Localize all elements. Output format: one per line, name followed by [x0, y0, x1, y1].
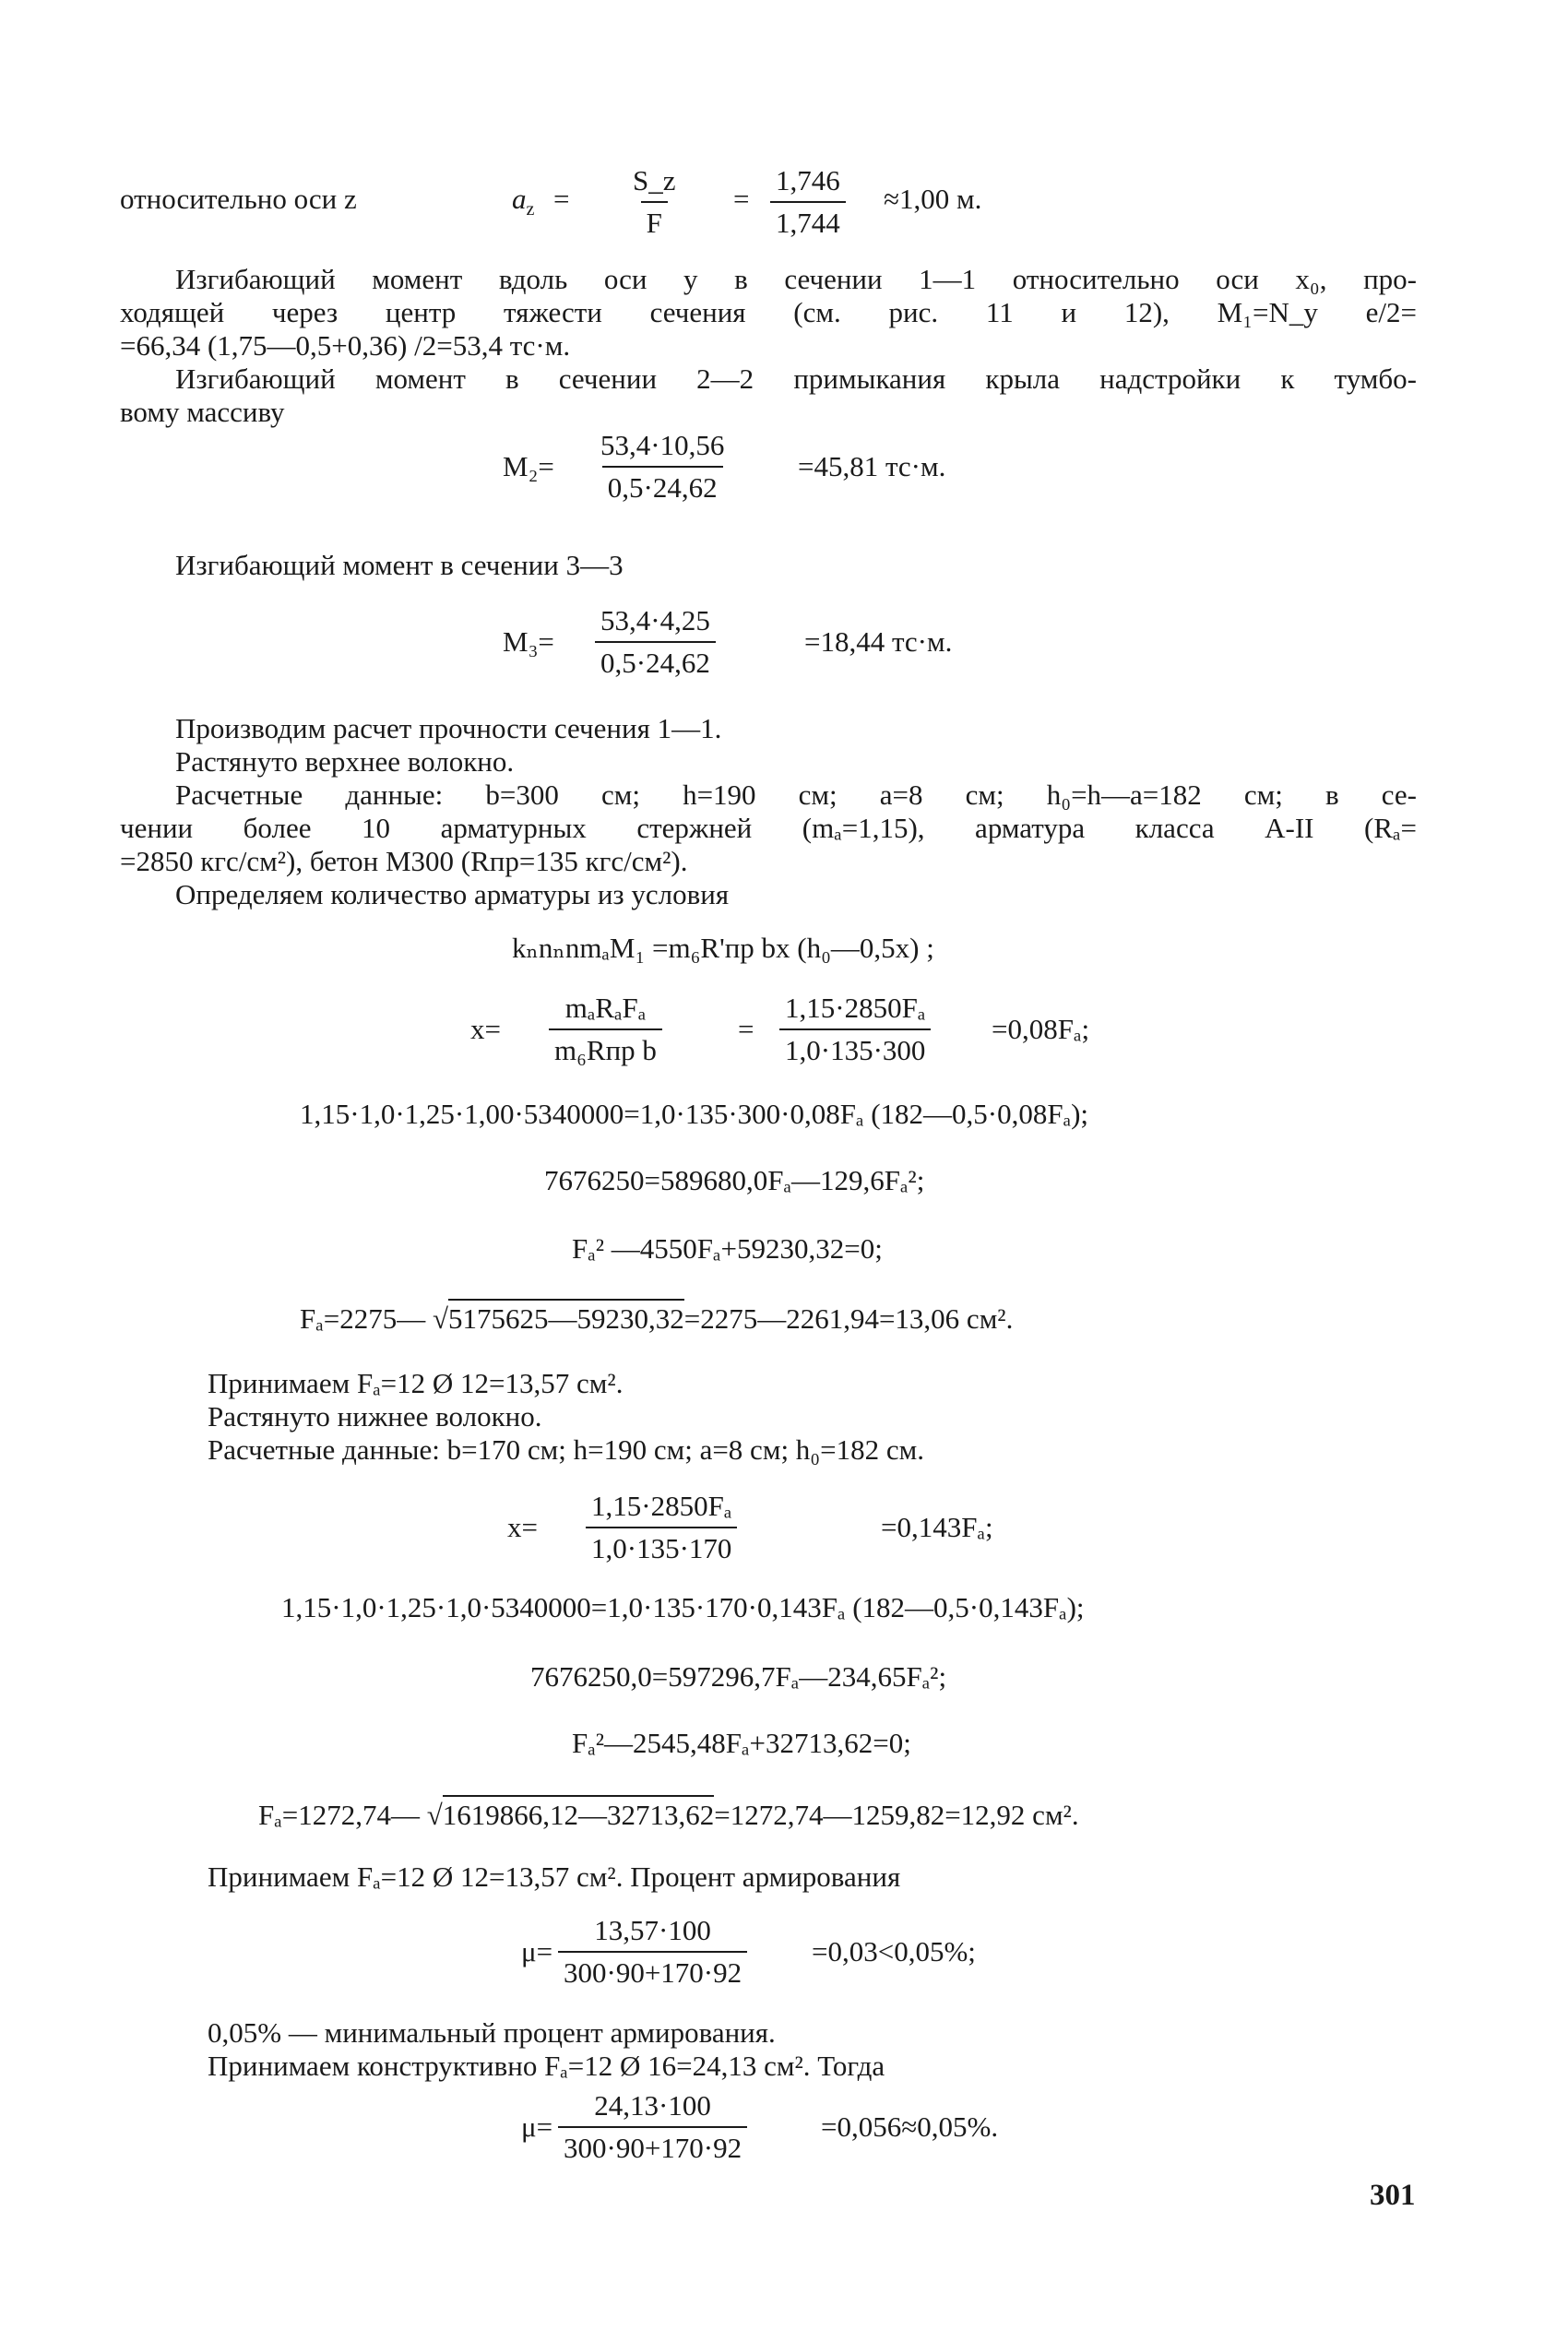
m2-result: =45,81 тс·м. — [798, 450, 946, 482]
equation-root-1: Fₐ=2275— √5175625—59230,32=2275—2261,94=13,06 см². — [300, 1302, 1013, 1336]
x2-numerator: 1,15·2850Fₐ — [591, 1490, 732, 1522]
mu2-numerator: 24,13·100 — [594, 2089, 711, 2122]
para-upper-fiber: Растянуто верхнее волокно. — [175, 745, 515, 778]
para-strength-calc: Производим расчет прочности сечения 1—1. — [175, 712, 722, 744]
m2-denominator: 0,5·24,62 — [602, 466, 723, 505]
m3-lhs: M₃= — [503, 625, 554, 658]
x-lhs: x= — [470, 1013, 501, 1045]
az-fraction-values — [770, 164, 846, 240]
az-fraction-sz-f — [627, 164, 682, 240]
x-fraction-values — [779, 992, 931, 1067]
az-den-value: 1,744 — [770, 201, 846, 240]
m3-result: =18,44 тс·м. — [804, 625, 953, 658]
para-accept-1: Принимаем Fₐ=12 Ø 12=13,57 см². — [208, 1367, 624, 1399]
mu2-lhs: μ= — [521, 2110, 553, 2143]
mu1-lhs: μ= — [521, 1935, 553, 1968]
para-bending-moment-line2: ходящей через центр тяжести сечения (см. рис. 11 и 12), M₁=N_y e/2= — [120, 296, 1417, 328]
mu1-result: =0,03<0,05%; — [812, 1935, 976, 1968]
az-eq: = — [553, 183, 570, 215]
equation-expanded-2: 1,15·1,0·1,25·1,0·5340000=1,0·135·170·0,143Fₐ (182—0,5·0,143Fₐ); — [281, 1591, 1085, 1623]
para-section33: Изгибающий момент в сечении 3—3 — [175, 549, 624, 581]
az-num-value: 1,746 — [776, 164, 840, 196]
page-number: 301 — [1370, 2179, 1416, 2212]
az-lhs: $a_z$ — [512, 183, 535, 220]
equation-expanded-1: 1,15·1,0·1,25·1,00·5340000=1,0·135·300·0,08Fₐ (182—0,5·0,08Fₐ); — [300, 1098, 1089, 1130]
az-result: ≈1,00 м. — [884, 183, 982, 215]
equation-condition: kₙnₙnmₐM₁ =m₆R'пр bx (h₀—0,5x) ; — [512, 932, 934, 964]
para-min-percent: 0,05% — минимальный процент армирования. — [208, 2016, 776, 2049]
x2-result: =0,143Fₐ; — [881, 1511, 993, 1543]
az-eq-2: = — [733, 183, 750, 215]
m3-numerator: 53,4·4,25 — [600, 604, 710, 636]
para-bending-moment-line1: Изгибающий момент вдоль оси y в сечении 1—1 относительно оси x₀, про- — [175, 263, 1417, 295]
m2-lhs: M₂= — [503, 450, 554, 482]
x-den-symbolic: m₆Rпр b — [549, 1028, 662, 1067]
m2-fraction — [595, 429, 730, 505]
mu2-denominator: 300·90+170·92 — [558, 2126, 747, 2165]
mu2-result: =0,056≈0,05%. — [821, 2110, 999, 2143]
x-eq: = — [738, 1013, 754, 1045]
mu1-fraction — [558, 1914, 747, 1990]
para-design-data-line2: чении более 10 арматурных стержней (mₐ=1,15), арматура класса А-II (Rₐ= — [120, 812, 1417, 844]
x-num-symbolic: mₐRₐFₐ — [564, 992, 647, 1024]
axis-z-label: относительно оси z — [120, 183, 357, 215]
mu2-fraction — [558, 2089, 747, 2165]
para-accept-2: Принимаем Fₐ=12 Ø 12=13,57 см². Процент армирования — [208, 1861, 901, 1893]
para-accept-constructive: Принимаем конструктивно Fₐ=12 Ø 16=24,13 см². Тогда — [208, 2050, 885, 2082]
para-section22-line2: вому массиву — [120, 396, 285, 428]
para-design-data-2: Расчетные данные: b=170 см; h=190 см; a=8 см; h₀=182 см. — [208, 1433, 924, 1466]
equation-quadratic-2-normalized: Fₐ²—2545,48Fₐ+32713,62=0; — [572, 1727, 911, 1759]
equation-quadratic-1: 7676250=589680,0Fₐ—129,6Fₐ²; — [544, 1164, 925, 1196]
para-design-data-line3: =2850 кгс/см²), бетон М300 (Rпр=135 кгс/см²). — [120, 845, 688, 877]
equation-quadratic-1-normalized: Fₐ² —4550Fₐ+59230,32=0; — [572, 1232, 883, 1265]
para-section22-line1: Изгибающий момент в сечении 2—2 примыкания крыла надстройки к тумбо- — [175, 363, 1417, 395]
x-num-values: 1,15·2850Fₐ — [785, 992, 926, 1024]
x2-lhs: x= — [507, 1511, 538, 1543]
para-determine-reinforcement: Определяем количество арматуры из условия — [175, 878, 730, 910]
x2-fraction — [586, 1490, 737, 1565]
x-result: =0,08Fₐ; — [992, 1013, 1090, 1045]
para-bending-moment-line3: =66,34 (1,75—0,5+0,36) /2=53,4 тс·м. — [120, 329, 571, 362]
mu1-numerator: 13,57·100 — [594, 1914, 711, 1946]
az-denominator: F — [641, 201, 668, 240]
equation-root-2: Fₐ=1272,74— √1619866,12—32713,62=1272,74—1259,82=12,92 см². — [258, 1799, 1079, 1832]
m3-denominator: 0,5·24,62 — [595, 641, 716, 680]
x-den-values: 1,0·135·300 — [779, 1028, 931, 1067]
az-numerator: S_z — [633, 164, 676, 196]
x2-denominator: 1,0·135·170 — [586, 1527, 737, 1565]
para-design-data-line1: Расчетные данные: b=300 см; h=190 см; a=8 см; h₀=h—a=182 см; в се- — [175, 779, 1417, 811]
equation-quadratic-2: 7676250,0=597296,7Fₐ—234,65Fₐ²; — [530, 1660, 947, 1693]
para-lower-fiber: Растянуто нижнее волокно. — [208, 1400, 542, 1433]
m2-numerator: 53,4·10,56 — [600, 429, 725, 461]
mu1-denominator: 300·90+170·92 — [558, 1951, 747, 1990]
x-fraction-symbolic — [549, 992, 662, 1067]
m3-fraction — [595, 604, 716, 680]
